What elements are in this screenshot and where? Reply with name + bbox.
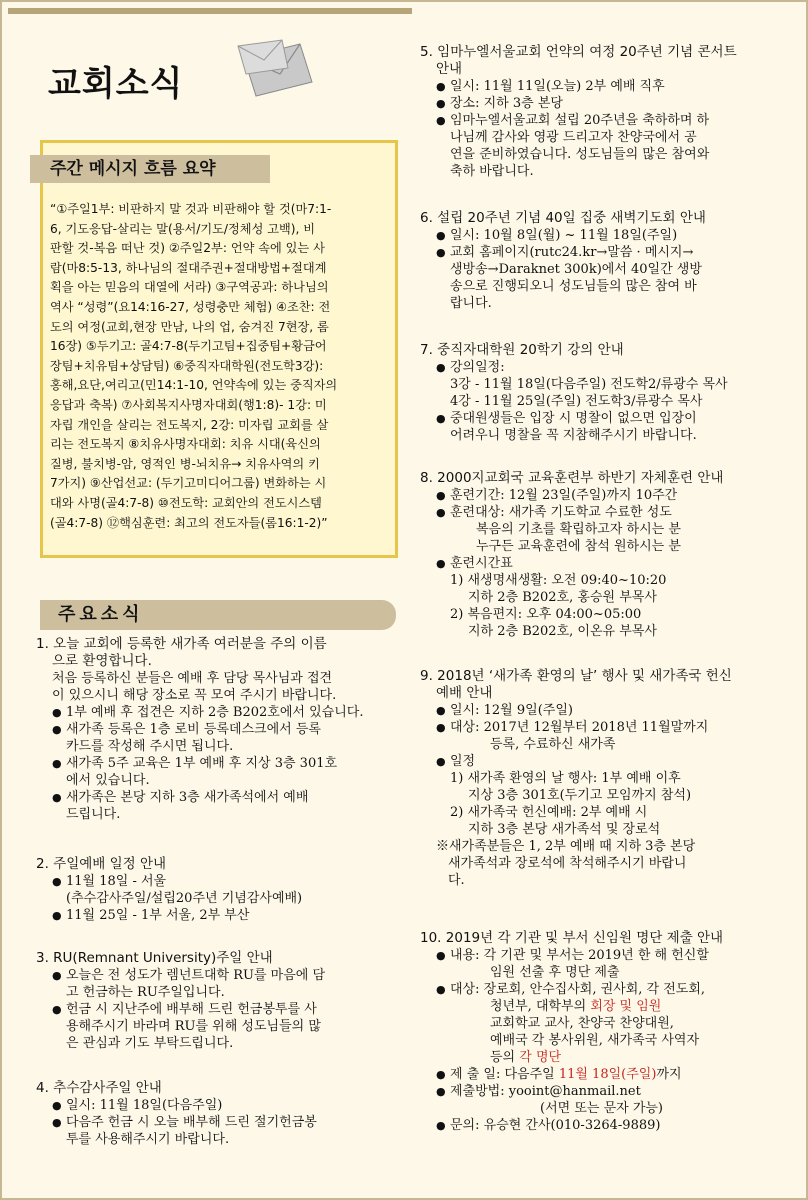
bullet-item: ● 일시: 12월 9일(주일) bbox=[420, 702, 788, 719]
item-heading: 4. 추수감사주일 안내 bbox=[36, 1080, 162, 1096]
summary-line: 응답과 축복) ⑦사회복지사명자대회(행1:8)- 1강: 미 bbox=[50, 397, 327, 412]
bullet-item-cont: 생방송→Daraknet 300k)에서 40일간 생방 bbox=[450, 262, 702, 277]
bullet-item-cont: (서면 또는 문자 가능) bbox=[540, 1101, 664, 1116]
schedule-line: 지하 3층 본당 새가족석 및 장로석 bbox=[468, 822, 661, 837]
summary-line: 7가지) ⑨산업선교: (두기고미디어그룹) 변화하는 시 bbox=[50, 476, 327, 491]
bullet-item: ● 일시: 11월 11일(오늘) 2부 예배 직후 bbox=[420, 78, 788, 95]
bullet-item: ● 내용: 각 기관 및 부서는 2019년 한 해 헌신할 bbox=[420, 947, 788, 964]
bullet-item: ● 중대원생들은 입장 시 명찰이 없으면 입장이 bbox=[420, 410, 788, 427]
item-text: 처음 등록하신 분들은 예배 후 담당 목사님과 접견 bbox=[52, 671, 333, 686]
item-heading: 10. 2019년 각 기관 및 부서 신임원 명단 제출 안내 bbox=[420, 930, 724, 946]
news-item-9 bbox=[420, 668, 788, 889]
note-line: ※새가족분들은 1, 2부 예배 때 지하 3층 본당 bbox=[436, 839, 696, 854]
timetable-line: 지하 2층 B202호, 이온유 부목사 bbox=[468, 624, 657, 639]
summary-line: 홍해,요단,여리고(민14:1-10, 언약속에 있는 중직자의 bbox=[50, 378, 338, 393]
bullet-item-cont bbox=[420, 1049, 788, 1066]
bullet-item-cont: 카드를 작성해 주시면 됩니다. bbox=[66, 739, 234, 754]
summary-line: 획을 아는 믿음의 대열에 서라) ③구역공과: 하나님의 bbox=[50, 280, 329, 295]
bullet-item-cont: 등록, 수료하신 새가족 bbox=[490, 737, 616, 752]
summary-title: 주간 메시지 흐름 요약 bbox=[30, 155, 270, 183]
bullet-item-cont: 누구든 교육훈련에 참석 원하시는 분 bbox=[476, 539, 681, 554]
summary-line: 도의 여정(교회,현장 만남, 나의 업, 숨겨진 7현장, 롬 bbox=[50, 319, 329, 334]
text-segment: 등의 bbox=[490, 1050, 520, 1065]
schedule-line: 4강 - 11월 25일(주일) 전도학3/류광수 목사 bbox=[450, 394, 703, 409]
item-text: 이 있으시니 해당 장소로 꼭 모여 주시기 바랍니다. bbox=[52, 688, 337, 703]
item-heading: 7. 중직자대학원 20학기 강의 안내 bbox=[420, 342, 624, 358]
item-heading: 으로 환영합니다. bbox=[52, 653, 152, 669]
timetable-line: 2) 복음편지: 오후 04:00~05:00 bbox=[450, 607, 642, 622]
text-segment: 청년부, 대학부의 bbox=[490, 999, 591, 1014]
news-title: 주요소식 bbox=[40, 600, 396, 630]
bullet-item-cont: 예배국 각 봉사위원, 새가족국 사역자 bbox=[490, 1033, 700, 1048]
summary-line: 자립 개인을 살리는 전도복지, 2강: 미자립 교회를 살 bbox=[50, 417, 329, 432]
summary-line: “①주일1부: 비판하지 말 것과 비판해야 할 것(마7:1- bbox=[50, 202, 332, 216]
text-segment: 까지 bbox=[656, 1067, 682, 1082]
bullet-item-cont: 은 관심과 기도 부탁드립니다. bbox=[66, 1036, 234, 1051]
bullet-item-cont: 복음의 기초를 확립하고자 하시는 분 bbox=[476, 522, 681, 537]
highlight-text: 11월 18일(주일) bbox=[558, 1067, 657, 1082]
bullet-item-cont: 교회학교 교사, 찬양국 찬양대원, bbox=[490, 1016, 674, 1031]
highlight-text: 각 명단 bbox=[519, 1050, 562, 1065]
summary-line: 대와 사명(골4:7-8) ⑩전도학: 교회안의 전도시스템 bbox=[50, 495, 322, 510]
bullet-item: ● 대상: 장로회, 안수집사회, 권사회, 각 전도회, bbox=[420, 981, 788, 998]
bullet-item: ● 임마누엘서울교회 설립 20주년을 축하하며 하 bbox=[420, 112, 788, 129]
bullet-item: ● 1부 예배 후 접견은 지하 2층 B202호에서 있습니다. bbox=[36, 704, 400, 721]
bullet-item: ● 문의: 유승현 간사(010-3264-9889) bbox=[420, 1117, 788, 1134]
bullet-item-cont: 축하 바랍니다. bbox=[450, 164, 534, 179]
bullet-item: ● 강의일정: bbox=[420, 359, 788, 376]
item-heading: 2. 주일예배 일정 안내 bbox=[36, 856, 167, 872]
bullet-item: ● 헌금 시 지난주에 배부해 드린 헌금봉투를 사 bbox=[36, 1001, 400, 1018]
summary-line: 질병, 불치병-암, 영적인 병-뇌치유→ 치유사역의 키 bbox=[50, 456, 320, 471]
bullet-item: ● 다음주 헌금 시 오늘 배부해 드린 절기헌금봉 bbox=[36, 1114, 400, 1131]
bullet-item-cont: (추수감사주일/설립20주년 기념감사예배) bbox=[66, 891, 303, 906]
news-item-1 bbox=[36, 636, 400, 823]
bullet-item: ● 대상: 2017년 12월부터 2018년 11월말까지 bbox=[420, 719, 788, 736]
bullet-item-cont: 용해주시기 바라며 RU를 위해 성도님들의 많 bbox=[66, 1019, 321, 1034]
note-line: 새가족석과 장로석에 착석해주시기 바랍니 bbox=[448, 856, 687, 871]
bullet-item bbox=[420, 1066, 788, 1083]
bullet-item: ● 장소: 지하 3층 본당 bbox=[420, 95, 788, 112]
item-heading: 안내 bbox=[436, 61, 463, 77]
news-item-8 bbox=[420, 470, 788, 640]
envelope-icon bbox=[236, 38, 320, 104]
bullet-item-cont: 나님께 감사와 영광 드리고자 찬양국에서 공 bbox=[450, 130, 697, 145]
bullet-item: ● 일시: 11월 18일(다음주일) bbox=[36, 1097, 400, 1114]
bullet-item-cont: 임원 선출 후 명단 제출 bbox=[490, 965, 620, 980]
summary-text bbox=[50, 200, 388, 533]
item-heading: 5. 임마누엘서울교회 언약의 여정 20주년 기념 콘서트 bbox=[420, 44, 737, 60]
news-item-5 bbox=[420, 44, 788, 180]
bullet-item-cont: 랍니다. bbox=[450, 296, 492, 311]
summary-line: 역사 “성령”(요14:16-27, 성령충만 체험) ④조찬: 전 bbox=[50, 299, 331, 314]
bullet-item: ● 새가족 5주 교육은 1부 예배 후 지상 3층 301호 bbox=[36, 755, 400, 772]
highlight-text: 회장 및 임원 bbox=[590, 999, 662, 1014]
timetable-line: 1) 새생명새생활: 오전 09:40~10:20 bbox=[450, 573, 667, 588]
text-segment: 제 출 일: 다음주일 bbox=[450, 1067, 559, 1082]
header-bar bbox=[8, 8, 412, 14]
bullet-item-cont: 어려우니 명찰을 꼭 지참해주시기 바랍니다. bbox=[450, 428, 697, 443]
bullet-item: ● 새가족 등록은 1층 로비 등록데스크에서 등록 bbox=[36, 721, 400, 738]
bullet-item-cont: 고 헌금하는 RU주일입니다. bbox=[66, 985, 225, 1000]
item-heading: 8. 2000지교회국 교육훈련부 하반기 자체훈련 안내 bbox=[420, 470, 724, 486]
bullet-item-cont: 에서 있습니다. bbox=[66, 773, 150, 788]
news-item-4 bbox=[36, 1080, 400, 1148]
summary-line: 16장) ⑤두기고: 골4:7-8(두기고팀+집중팀+황금어 bbox=[50, 339, 327, 354]
page-title: 교회소식 bbox=[48, 64, 184, 104]
bullet-item: ● 새가족은 본당 지하 3층 새가족석에서 예배 bbox=[36, 789, 400, 806]
summary-line: 리는 전도복지 ⑧치유사명자대회: 치유 시대(육신의 bbox=[50, 437, 321, 452]
header bbox=[8, 8, 412, 123]
summary-line: (골4:7-8) ⑫핵심훈련: 최고의 전도자들(롬16:1-2)” bbox=[50, 515, 328, 530]
bullet-item: ● 교회 홈페이지(rutc24.kr→말씀 · 메시지→ bbox=[420, 244, 788, 261]
bullet-item: ● 훈련기간: 12월 23일(주일)까지 10주간 bbox=[420, 487, 788, 504]
bullet-item-cont bbox=[420, 998, 788, 1015]
item-heading: 3. RU(Remnant University)주일 안내 bbox=[36, 950, 273, 966]
bullet-item-cont: 연을 준비하였습니다. 성도님들의 많은 참여와 bbox=[450, 147, 710, 162]
summary-line: 판할 것-복음 떠난 것) ②주일2부: 언약 속에 있는 사 bbox=[50, 241, 325, 256]
bullet-item: ● 훈련시간표 bbox=[420, 555, 788, 572]
bullet-item: ● 훈련대상: 새가족 기도학교 수료한 성도 bbox=[420, 504, 788, 521]
bullet-item: ● 일시: 10월 8일(월) ~ 11월 18일(주일) bbox=[420, 227, 788, 244]
schedule-line: 3강 - 11월 18일(다음주일) 전도학2/류광수 목사 bbox=[450, 377, 728, 392]
bullet-item: ● 일정 bbox=[420, 753, 788, 770]
bullet-item: ● 11월 25일 - 1부 서울, 2부 부산 bbox=[36, 907, 400, 924]
note-line: 다. bbox=[448, 873, 465, 888]
news-item-2 bbox=[36, 856, 400, 924]
item-heading: 9. 2018년 ‘새가족 환영의 날’ 행사 및 새가족국 헌신 bbox=[420, 668, 732, 684]
schedule-line: 1) 새가족 환영의 날 행사: 1부 예배 이후 bbox=[450, 771, 681, 786]
bullet-item: ● 11월 18일 - 서울 bbox=[36, 873, 400, 890]
bullet-item-cont: 송으로 진행되오니 성도님들의 많은 참여 바 bbox=[450, 279, 697, 294]
timetable-line: 지하 2층 B202호, 홍승원 부목사 bbox=[468, 590, 657, 605]
bullet-item-cont: 투를 사용해주시기 바랍니다. bbox=[66, 1132, 230, 1147]
news-item-7 bbox=[420, 342, 788, 444]
bullet-item: ● 제출방법: yooint@hanmail.net bbox=[420, 1083, 788, 1100]
item-heading: 1. 오늘 교회에 등록한 새가족 여러분을 주의 이름 bbox=[36, 636, 327, 652]
news-item-6 bbox=[420, 210, 788, 312]
schedule-line: 2) 새가족국 헌신예배: 2부 예배 시 bbox=[450, 805, 648, 820]
news-item-10 bbox=[420, 930, 788, 1134]
summary-line: 장팀+치유팀+상담팀) ⑥중직자대학원(전도학3강): bbox=[50, 358, 324, 373]
schedule-line: 지상 3층 301호(두기고 모임까지 참석) bbox=[468, 788, 692, 803]
item-heading: 예배 안내 bbox=[436, 685, 493, 701]
news-item-3 bbox=[36, 950, 400, 1052]
item-heading: 6. 설립 20주년 기념 40일 집중 새벽기도회 안내 bbox=[420, 210, 706, 226]
bullet-item: ● 오늘은 전 성도가 렘넌트대학 RU를 마음에 담 bbox=[36, 967, 400, 984]
summary-line: 6, 기도응답-살리는 말(용서/기도/정체성 고백), 비 bbox=[50, 221, 316, 236]
bullet-item-cont: 드립니다. bbox=[66, 807, 121, 822]
summary-line: 람(마8:5-13, 하나님의 절대주권+절대방법+절대계 bbox=[50, 260, 327, 275]
